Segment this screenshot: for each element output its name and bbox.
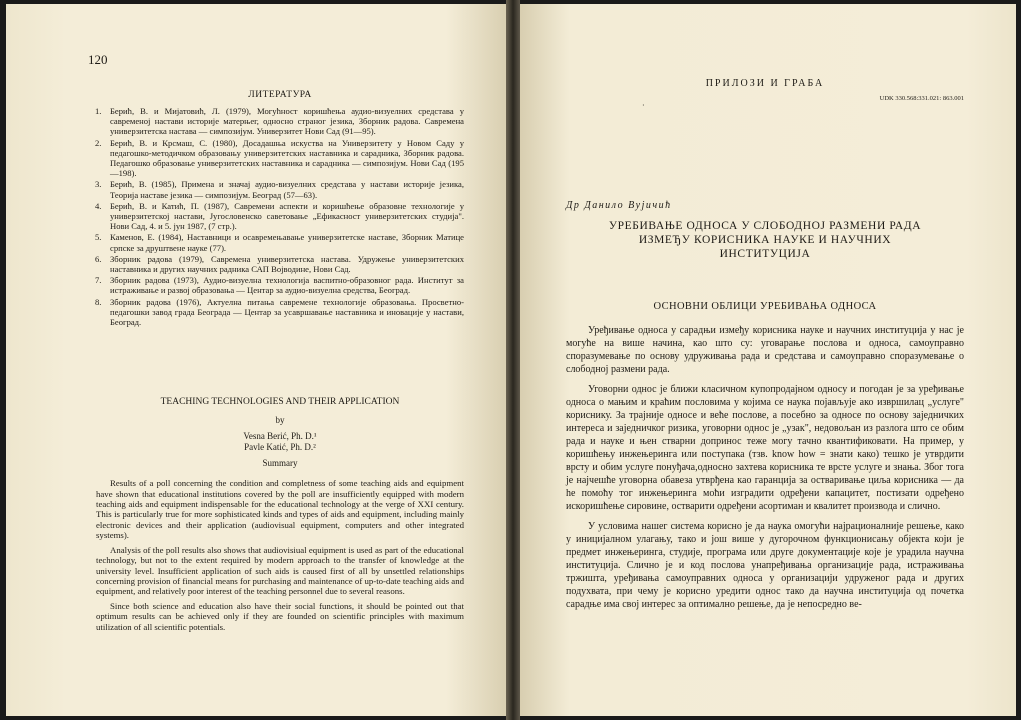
reference-item: 3. Берић, В. (1985), Примена и значај аудио-визуелних средстава у настави историје језика, Теорија наставе језика — симпозијум. Београд (57—63).: [95, 179, 464, 200]
page-number: [566, 52, 964, 68]
section-heading: ПРИЛОЗИ И ГРАБА: [705, 78, 825, 89]
reference-item: 8. Зборник радова (1976), Актуелна питања савремене технологије образовања. Просветно-педагошки завод града Београда — Центар за усавршавање наставника и иновације у настави, Београд.: [95, 296, 464, 328]
section-subtitle: ОСНОВНИ ОБЛИЦИ УРЕБИВАЊА ОДНОСА: [653, 301, 877, 312]
page-number: 120: [88, 52, 108, 67]
summary-authors: [96, 431, 464, 452]
reference-item: 4. Берић, В. и Катић, П. (1987), Савремени аспекти и коришћење образовне технологије у универзитетској настави, Југословенско саветовање „Ефикасност универзитетских студија". Нови Сад, 4. и 5. јун 1987, (7 стр.).: [95, 200, 464, 232]
summary-heading: Summary: [262, 458, 298, 469]
by-line: by: [275, 415, 285, 426]
summary-paragraph: Analysis of the poll results also shows that audiovisiual equipment is used as part of the educational technology, but not to the extent required by modern approach to the transfer of knowledge at the university level. Insufficient application of such aids is caused first of all by unsettled relationships concerning provision of financial means for purchasing and maintenance of up-to-date teaching aids and equipment, and relatively poor interest of the teaching personnel due to several reasons.: [96, 544, 464, 597]
title-line: ИЗМЕЂУ КОРИСНИКА НАУКЕ И НАУЧНИХ: [638, 234, 892, 246]
summary-paragraph: Since both science and education also have their social functions, it should be pointed out that optimum results can be achieved only if they are founded on scientific principles with maximum utilization of all scientific potentials.: [96, 600, 464, 632]
summary-article-title: TEACHING TECHNOLOGIES AND THEIR APPLICATION: [160, 397, 400, 408]
title-line: УРЕБИВАЊЕ ОДНОСА У СЛОБОДНОЈ РАЗМЕНИ РАДА: [608, 220, 922, 232]
reference-item: 2. Берић, В. и Крсмаш, С. (1980), Досадашња искуства на Универзитету у Новом Саду у педагошко-методичком образовању универзитетских наставника и сарадника, Зборник радова. Педагошко образовање универзитетских наставника и сарадника — симпозијум. Нови Сад (195—198).: [95, 137, 464, 179]
author-name: Pavle Katić, Ph. D.²: [244, 441, 316, 452]
body-paragraph: У условима нашег система корисно је да наука омогући најрационалније решење, како у иницијалном улагању, тако и још више у дугорочном функционисању објекта који је предмет инжењеринга, студије, програма или друге документације које је урадила научна институција. Слично је и код послова унапређивања организације рада, истраживања тржишта, уређивања самоуправних односа у организацији удруженог рада и других подухвата, при чему је корисно уредити однос тако да научна институција од почетка сарадње има свој интерес за оптимално решење, да је непосредно ве-: [566, 521, 964, 610]
reference-item: 6. Зборник радова (1979), Савремена универзитетска настава. Удружење универзитетских наставника и других научних радника САП Војводине, Нови Сад.: [95, 253, 464, 275]
body-paragraph: Уговорни однос је ближи класичном купопродајном односу и погодан је за уређивање односа о мањим и краћим пословима у којима се наука појављује ако извршилац „услуге" кориснику. За трајније односе и веће послове, а посебно за односе по основу заједничких интереса и заједничког ризика, уговорни однос је „узак", недовољан из разлога што се обим рада и науке и њен стварни допринос теже могу тачно квантификовати. На пример, у коришћењу инжењеринга или поступака (тзв. know how = знати како) тешко је утврдити врсту и обим услуге понуђача,односно захтева корисника те врсте услуге и знања. Због тога је најчешће уговорна обавеза утврђена као гаранција за остваривање циља корисника — да he помоћу тог инжењеринга моћи изградити одређени капацитет, постизати одређено искоришћење сировине, остварити одређени асортиман и квалитет производа и слично.: [566, 384, 964, 512]
udk-code: UDK 330.568:331.021: 863.001: [879, 95, 964, 102]
reference-item: 5. Каменов, Е. (1984), Наставници и осавремењавање универзитетске наставе, Зборник Матице српске за друштвене науке (77).: [95, 232, 464, 253]
title-line: ИНСТИТУЦИЈА: [719, 248, 811, 260]
reference-item: 7. Зборник радова (1973), Аудио-визуелна технологија васпитно-образовног рада. Институт за истраживање и развој образовања — Центар за аудио-визуелна средства, Београд.: [95, 275, 464, 296]
article-author: Др Данило Вујичић: [566, 200, 672, 211]
references-heading: ЛИТЕРАТУРА: [248, 90, 312, 100]
reference-list: [96, 106, 464, 327]
author-name: Vesna Berić, Ph. D.¹: [243, 431, 317, 442]
dot-mark: ·: [642, 101, 645, 110]
book-gutter: [506, 0, 520, 720]
left-page: [6, 4, 506, 716]
body-paragraph: Уређивање односа у сарадњи између корисника науке и научних институција у нас је могуће на више начина, као што су: уговарање послова и односа, самоуправно споразумевање по основу удруживања рада и средстава и самоуправно споразумевање о слободној размени рада.: [566, 325, 964, 375]
summary-paragraph: Results of a poll concerning the condition and completness of some teaching aids and equipment have shown that educational institutions covered by the poll are insufficiently equipped with modern teaching aids and equipment indispensable for the educational technology at the verge of XXI century. This is particularly true for more sophisticated kinds and types of aids and equipment, including mainly electronic devices and their application (audiovisual equipment, computers and other integrated systems).: [96, 478, 464, 541]
reference-item: 1. Берић, В. и Мијатовић, Л. (1979), Могућност коришћења аудио-визуелних средстава у савременој настави историје матерњег, односно страног језика, Зборник радова. Савремена универзитетска настава — симпозијум. Универзитет Нови Сад (91—95).: [95, 106, 464, 137]
right-page: [520, 4, 1016, 716]
article-title: [566, 219, 964, 261]
